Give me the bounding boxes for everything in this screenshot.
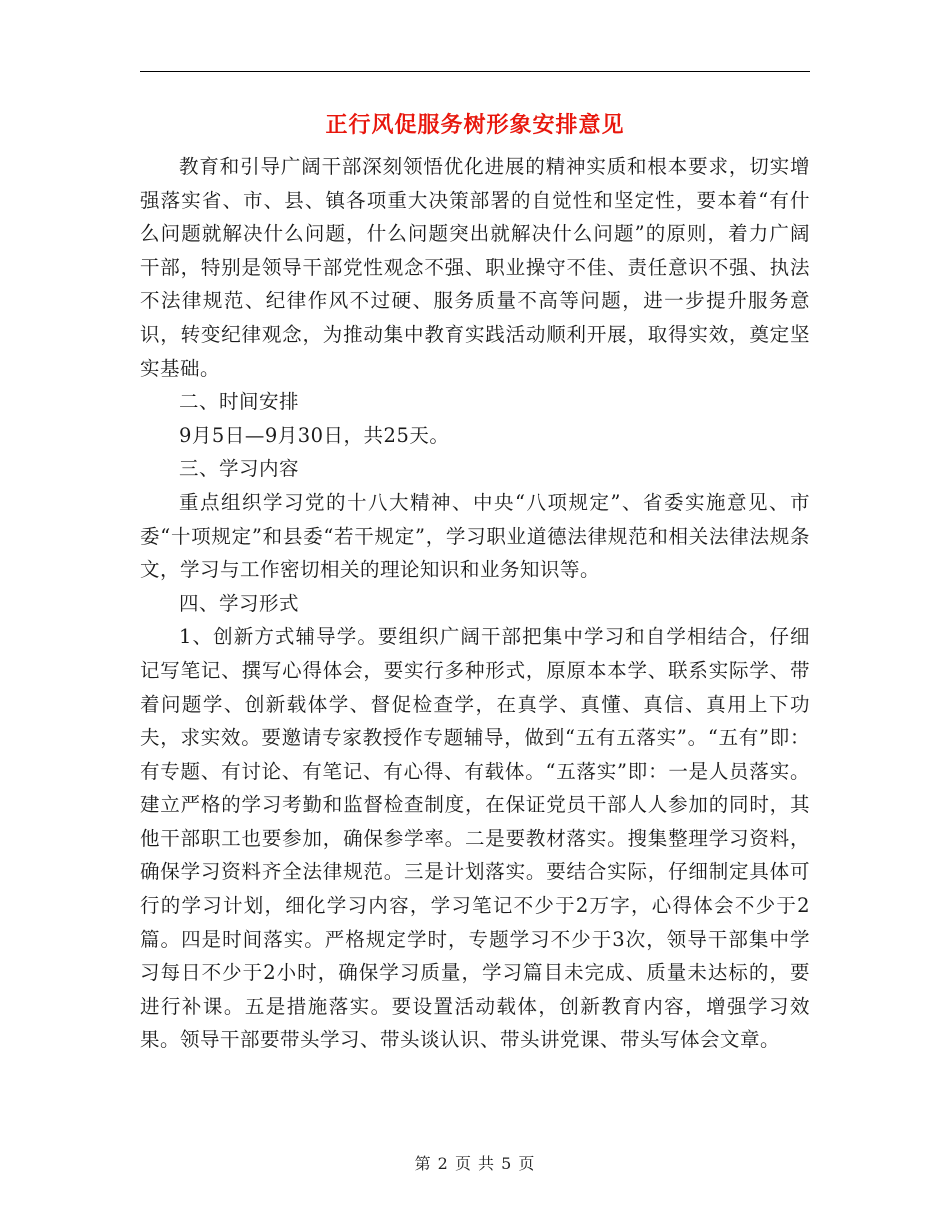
document-title: 正行风促服务树形象安排意见 (325, 112, 625, 138)
page-number: 第 2 页 共 5 页 (414, 1154, 536, 1173)
document-body (140, 150, 810, 1057)
header-rule (140, 71, 810, 72)
heading-study-content: 三、学习内容 (179, 457, 300, 481)
paragraph-intro: 教育和引导广阔干部深刻领悟优化进展的精神实质和根本要求，切实增强落实省、市、县、镇各项重大决策部署的自觉性和坚定性，要本着“有什么问题就解决什么问题，什么问题突出就解决什么问题”的原则，着力广阔干部，特别是领导干部党性观念不强、职业操守不佳、责任意识不强、执法不法律规范、纪律作风不过硬、服务质量不高等问题，进一步提升服务意识，转变纪律观念，为推动集中教育实践活动顺利开展，取得实效，奠定坚实基础。 (140, 155, 810, 380)
paragraph-study-form: 1、创新方式辅导学。要组织广阔干部把集中学习和自学相结合，仔细记写笔记、撰写心得体会，要实行多种形式，原原本本学、联系实际学、带着问题学、创新载体学、督促检查学，在真学、真懂、真信、真用上下功夫，求实效。要邀请专家教授作专题辅导，做到“五有五落实”。“五有”即：有专题、有讨论、有笔记、有心得、有载体。“五落实”即：一是人员落实。建立严格的学习考勤和监督检查制度，在保证党员干部人人参加的同时，其他干部职工也要参加，确保参学率。二是要教材落实。搜集整理学习资料，确保学习资料齐全法律规范。三是计划落实。要结合实际，仔细制定具体可行的学习计划，细化学习内容，学习笔记不少于2万字，心得体会不少于2篇。四是时间落实。严格规定学时，专题学习不少于3次，领导干部集中学习每日不少于2小时，确保学习质量，学习篇目未完成、质量未达标的，要进行补课。五是措施落实。要设置活动载体，创新教育内容，增强学习效果。领导干部要带头学习、带头谈认识、带头讲党课、带头写体会文章。 (140, 625, 810, 1052)
heading-time-schedule: 二、时间安排 (179, 390, 300, 414)
paragraph-time-range: 9月5日—9月30日，共25天。 (179, 423, 450, 447)
heading-study-form: 四、学习形式 (179, 591, 300, 615)
paragraph-study-content: 重点组织学习党的十八大精神、中央“八项规定”、省委实施意见、市委“十项规定”和县委“若干规定”，学习职业道德法律规范和相关法律法规条文，学习与工作密切相关的理论知识和业务知识等。 (140, 490, 810, 582)
